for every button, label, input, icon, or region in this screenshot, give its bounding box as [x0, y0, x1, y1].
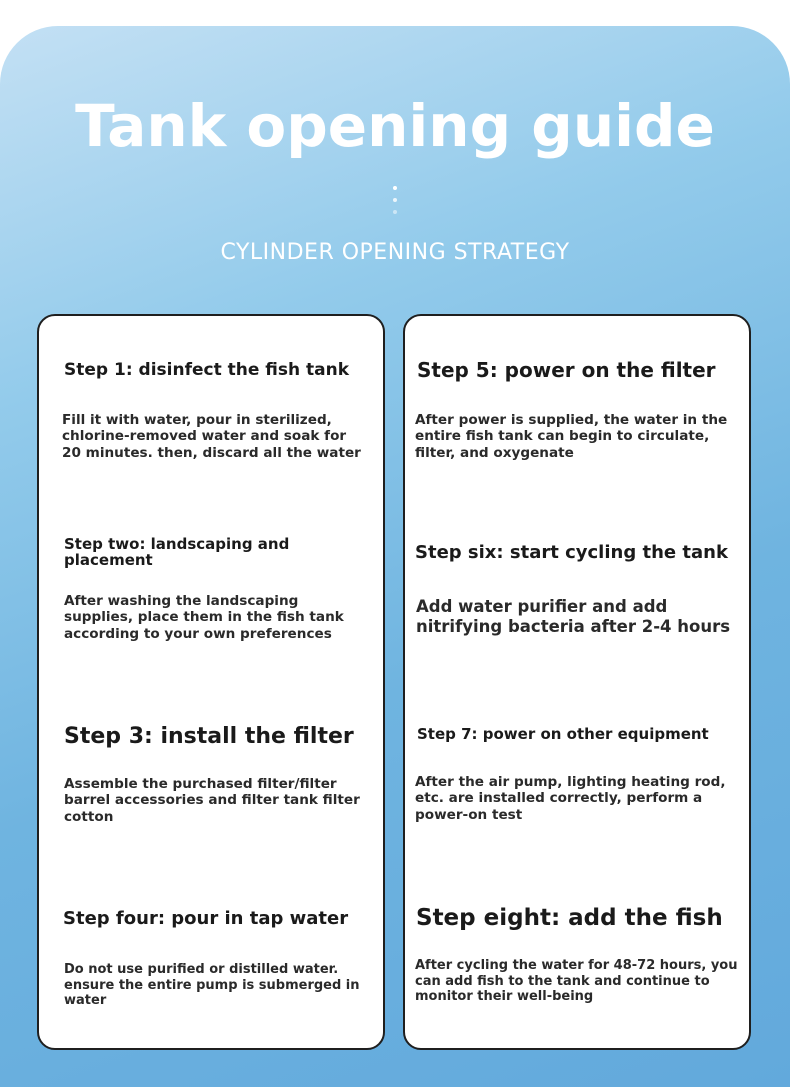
- decorative-dots: [392, 186, 398, 222]
- dot-icon: [393, 210, 397, 214]
- step-2-title: Step two: landscaping and placement: [64, 535, 290, 569]
- step-7-title: Step 7: power on other equipment: [417, 725, 709, 743]
- step-6-title: Step six: start cycling the tank: [415, 542, 728, 563]
- page-title: Tank opening guide: [75, 92, 715, 160]
- step-1-title: Step 1: disinfect the fish tank: [64, 360, 350, 380]
- page-subtitle: CYLINDER OPENING STRATEGY: [220, 240, 570, 265]
- step-3-body: Assemble the purchased filter/filter barrel accessories and filter tank filter cotton: [64, 776, 360, 825]
- step-7-body: After the air pump, lighting heating rod, etc. are installed correctly, perform a power-on test: [415, 774, 726, 823]
- step-5-body: After power is supplied, the water in the entire fish tank can begin to circulate, filter, and oxygenate: [415, 412, 728, 461]
- dot-icon: [393, 186, 397, 190]
- step-8-body: After cycling the water for 48-72 hours, you can add fish to the tank and continue to monitor their well-being: [415, 958, 738, 1005]
- step-5-title: Step 5: power on the filter: [417, 358, 716, 382]
- step-3-title: Step 3: install the filter: [64, 724, 354, 749]
- steps-card-left: [37, 314, 385, 1050]
- step-1-body: Fill it with water, pour in sterilized, chlorine-removed water and soak for 20 minutes. then, discard all the water: [62, 412, 361, 461]
- steps-card-right: [403, 314, 751, 1050]
- step-4-title: Step four: pour in tap water: [63, 908, 349, 929]
- step-8-title: Step eight: add the fish: [416, 905, 723, 931]
- step-2-body: After washing the landscaping supplies, place them in the fish tank according to your own preferences: [64, 593, 344, 642]
- step-6-body: Add water purifier and add nitrifying bacteria after 2-4 hours: [416, 597, 731, 636]
- dot-icon: [393, 198, 397, 202]
- step-4-body: Do not use purified or distilled water. ensure the entire pump is submerged in water: [64, 962, 360, 1009]
